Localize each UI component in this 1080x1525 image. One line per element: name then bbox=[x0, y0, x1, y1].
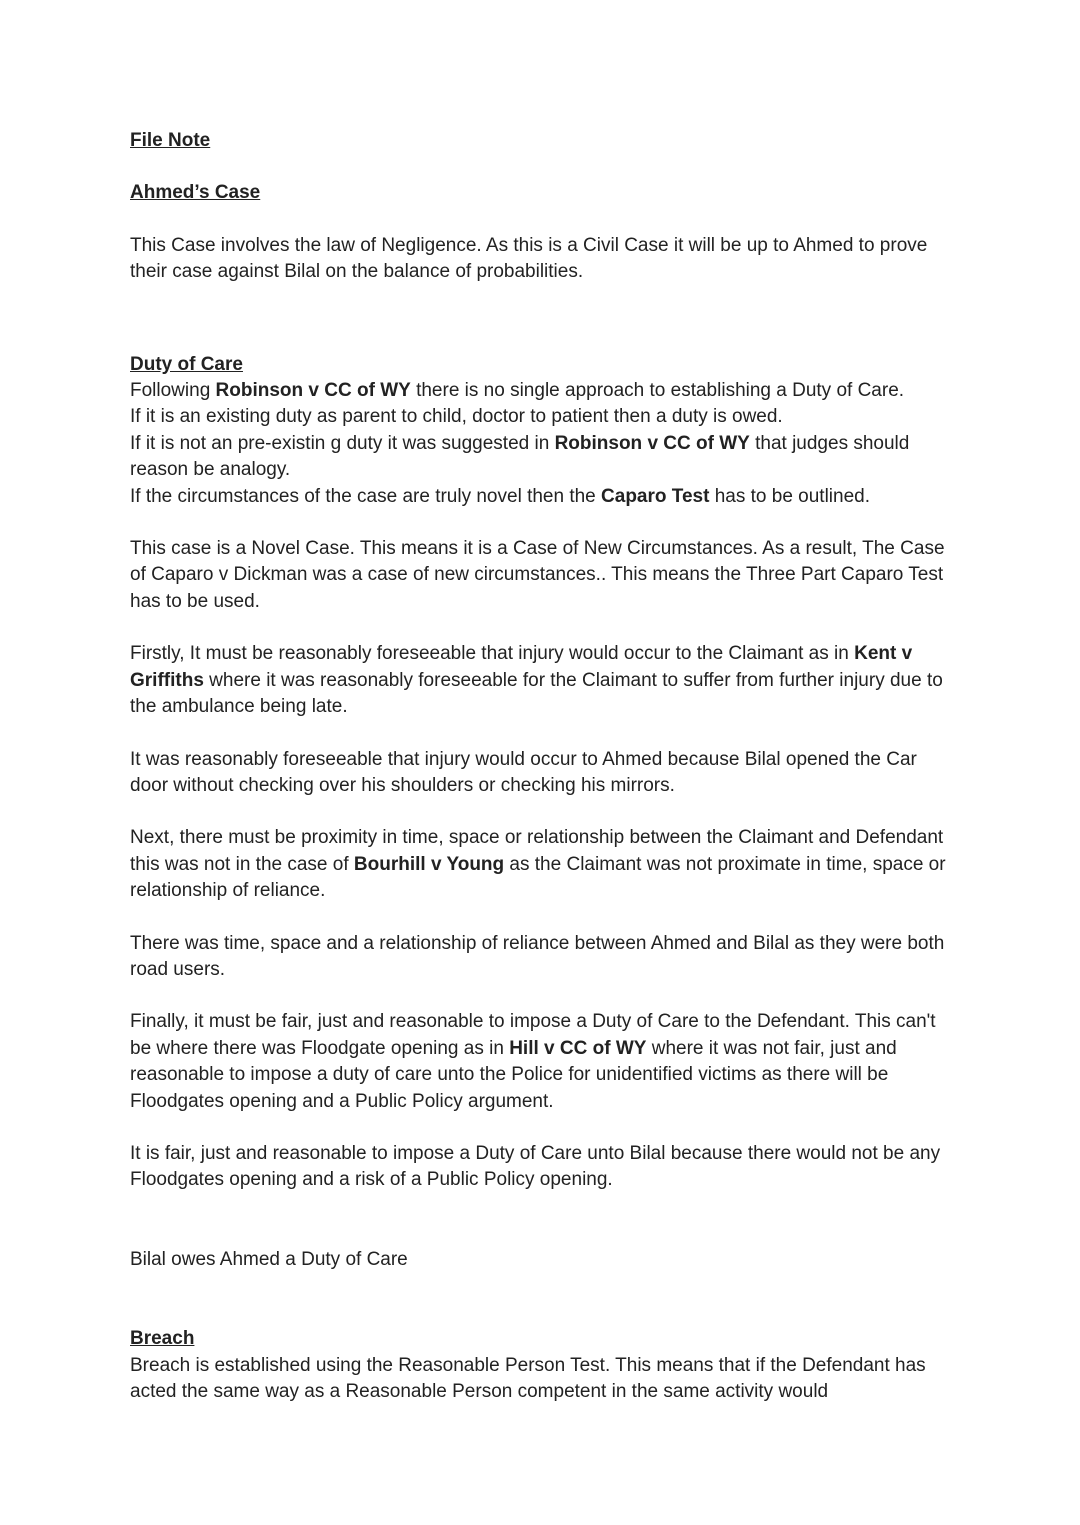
duty-of-care-paragraph bbox=[130, 378, 960, 510]
duty-line-2: If it is an existing duty as parent to child, doctor to patient then a duty is owed. bbox=[130, 406, 783, 428]
foreseeability-application-paragraph: It was reasonably foreseeable that injury would occur to Ahmed because Bilal opened the Car door without checking over his shoulders or checking his mirrors. bbox=[130, 748, 917, 796]
case-citation: Hill v CC of WY bbox=[509, 1037, 647, 1059]
case-citation: Bourhill v Young bbox=[353, 853, 505, 875]
case-citation: Kent v Griffiths bbox=[130, 643, 913, 691]
document-page bbox=[130, 128, 960, 1405]
foreseeability-law-paragraph: Firstly, It must be reasonably foreseeable that injury would occur to the Claimant as in Kent v Griffiths where it was reasonably foreseeable for the Claimant to suffer from further injury due to the ambulance being late. bbox=[130, 643, 943, 718]
case-title: Ahmed’s Case bbox=[130, 182, 261, 204]
intro-paragraph: This Case involves the law of Negligence. As this is a Civil Case it will be up to Ahmed to prove their case against Bilal on the balance of probabilities. bbox=[130, 234, 928, 283]
duty-line-1: Following Robinson v CC of WY there is no single approach to establishing a Duty of Care. bbox=[130, 380, 905, 402]
file-note-title: File Note bbox=[130, 130, 211, 151]
breach-heading: Breach bbox=[130, 1328, 195, 1350]
conclusion-paragraph: Bilal owes Ahmed a Duty of Care bbox=[130, 1248, 408, 1270]
proximity-application-paragraph: There was time, space and a relationship of reliance between Ahmed and Bilal as they were both road users. bbox=[130, 932, 945, 980]
novel-case-paragraph: This case is a Novel Case. This means it is a Case of New Circumstances. As a result, The Case of Caparo v Dickman was a case of new circumstances.. This means the Three Part Caparo Test has to be used. bbox=[130, 538, 945, 612]
duty-line-3: If it is not an pre-existin g duty it was suggested in Robinson v CC of WY that judges should reason be analogy. bbox=[130, 432, 910, 481]
case-citation: Caparo Test bbox=[601, 485, 710, 507]
duty-of-care-heading: Duty of Care bbox=[130, 353, 243, 375]
fairness-application-paragraph: It is fair, just and reasonable to impose a Duty of Care unto Bilal because there would not be any Floodgates opening and a risk of a Public Policy opening. bbox=[130, 1142, 941, 1191]
breach-paragraph: Breach is established using the Reasonable Person Test. This means that if the Defendant has acted the same way as a Reasonable Person competent in the same activity would bbox=[130, 1354, 926, 1402]
case-citation: Robinson v CC of WY bbox=[215, 380, 411, 402]
duty-line-4: If the circumstances of the case are truly novel then the Caparo Test has to be outlined. bbox=[130, 485, 871, 507]
fairness-law-paragraph: Finally, it must be fair, just and reasonable to impose a Duty of Care to the Defendant. This can't be where there was Floodgate opening as in Hill v CC of WY where it was not fair, just and reasonable to impose a duty of care unto the Police for unidentified victims as there will be Floodgates opening and a Public Policy argument. bbox=[130, 1011, 936, 1112]
proximity-law-paragraph: Next, there must be proximity in time, space or relationship between the Claimant and Defendant this was not in the case of Bourhill v Young as the Claimant was not proximate in time, space or relationship of reliance. bbox=[130, 827, 946, 902]
case-citation: Robinson v CC of WY bbox=[554, 432, 750, 454]
